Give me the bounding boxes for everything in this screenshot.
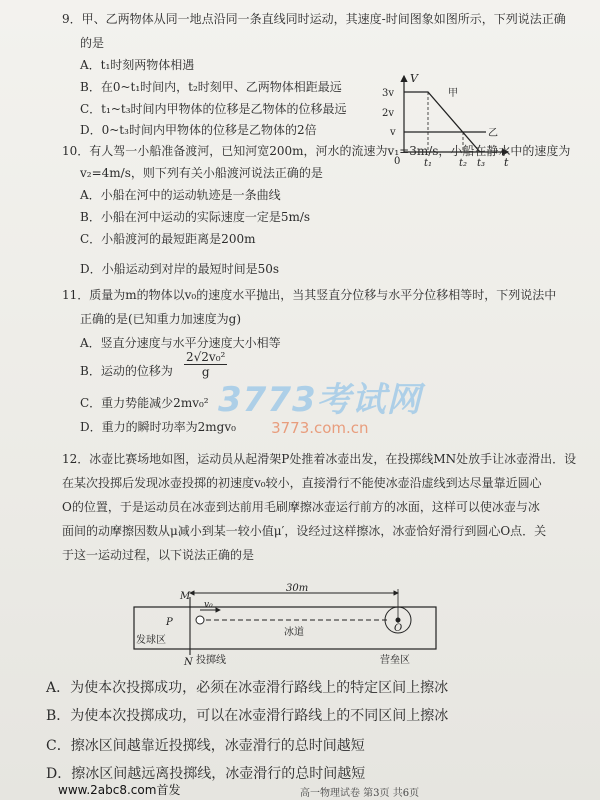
q12-option-d: D．擦冰区间越远离投掷线，冰壶滑行的总时间越短 <box>46 766 366 782</box>
jia-line <box>404 92 480 152</box>
t1-label: t₁ <box>424 158 433 169</box>
t2-label: t₂ <box>459 158 468 169</box>
p-label: P <box>166 617 173 628</box>
q11-option-a: A．竖直分速度与水平分速度大小相等 <box>80 336 281 350</box>
q11-stem-line1: 11．质量为m的物体以v₀的速度水平抛出，当其竖直分位移与水平分位移相等时，下列说法中 <box>62 288 557 302</box>
m-label: M <box>180 591 191 602</box>
o-label: O <box>394 623 403 634</box>
v0-label: v₀ <box>204 600 213 610</box>
q9-option-d: D．0~t₃时间内甲物体的位移是乙物体的2倍 <box>80 123 317 137</box>
y-v-label: v <box>390 127 396 138</box>
watermark <box>218 372 422 437</box>
distance-label: 30m <box>286 583 309 594</box>
n-label: N <box>184 657 193 668</box>
q10-stem-line1: 10．有人驾一小船准备渡河，已知河宽200m，河水的流速为v₁=3m/s，小船在静水中的速度为 <box>62 144 571 158</box>
watermark-url: 3773.com.cn <box>271 419 369 437</box>
q10-option-d: D．小船运动到对岸的最短时间是50s <box>80 262 280 276</box>
y-2v-label: 2v <box>382 108 395 119</box>
curling-stone <box>196 616 204 624</box>
q12-stem-line2: 在某次投掷后发现冰壶投掷的初速度v₀较小，直接滑行不能使冰壶沿虚线到达尽量靠近圆心 <box>62 476 542 490</box>
q12-stem-line3: O的位置，于是运动员在冰壶到达前用毛刷摩擦冰壶运行前方的冰面，这样可以使冰壶与冰 <box>62 500 540 514</box>
q9-stem-line2: 的是 <box>80 36 105 50</box>
q12-option-a: A．为使本次投掷成功，必须在冰壶滑行路线上的特定区间上擦冰 <box>46 680 449 696</box>
watermark-brand: 3773考试网 <box>218 380 422 420</box>
base-zone-label: 营垒区 <box>380 655 410 666</box>
q9-option-c: C．t₁~t₃时间内甲物体的位移是乙物体的位移最远 <box>80 102 347 116</box>
origin-label: 0 <box>394 156 401 167</box>
footer-page-number: 高一物理试卷 第3页 共6页 <box>300 788 420 799</box>
q10-stem-line2: v₂=4m/s，则下列有关小船渡河说法正确的是 <box>80 166 323 180</box>
q11-option-c: C．重力势能减少2mv₀² <box>80 396 209 410</box>
yi-label: 乙 <box>488 128 498 139</box>
jia-label: 甲 <box>448 88 458 99</box>
q12-stem-line5: 于这一运动过程，以下说法正确的是 <box>62 548 255 562</box>
fraction-numerator: 2√2v₀² <box>186 350 226 364</box>
q12-option-c: C．擦冰区间越靠近投掷线，冰壶滑行的总时间越短 <box>46 738 365 754</box>
fraction-denominator: g <box>201 365 210 379</box>
t-axis-label: t <box>504 156 509 169</box>
center-o <box>396 618 401 623</box>
t3-label: t₃ <box>477 158 486 169</box>
q9-option-b: B．在0~t₁时间内，t₂时刻甲、乙两物体相距最远 <box>80 80 342 94</box>
throw-line-label: 投掷线 <box>196 655 226 666</box>
q9-option-a: A．t₁时刻两物体相遇 <box>80 58 195 72</box>
q10-option-c: C．小船渡河的最短距离是200m <box>80 232 256 246</box>
v-axis-label: V <box>410 72 418 85</box>
q10-option-a: A．小船在河中的运动轨迹是一条曲线 <box>80 188 281 202</box>
y-3v-label: 3v <box>382 88 395 99</box>
q11-option-b-prefix: B．运动的位移为 <box>80 364 173 378</box>
q12-stem-line4: 面间的动摩擦因数从μ减小到某一较小值μ′，设经过这样擦冰，冰壶恰好滑行到圆心O点．关 <box>62 524 547 538</box>
footer-site: www.2abc8.com首发 <box>58 783 181 797</box>
q11-stem-line2: 正确的是(已知重力加速度为g) <box>80 312 242 326</box>
ice-lane-label: 冰道 <box>284 627 304 638</box>
q12-option-b: B．为使本次投掷成功，可以在冰壶滑行路线上的不同区间上擦冰 <box>46 708 449 724</box>
start-zone-label: 发球区 <box>136 635 166 646</box>
q9-stem-line1: 9．甲、乙两物体从同一地点沿同一条直线同时运动，其速度-时间图象如图所示，下列说法正确 <box>62 12 566 26</box>
curling-diagram <box>120 583 442 669</box>
q10-option-b: B．小船在河中运动的实际速度一定是5m/s <box>80 210 311 224</box>
q11-option-d: D．重力的瞬时功率为2mgv₀ <box>80 420 236 434</box>
q12-stem-line1: 12．冰壶比赛场地如图，运动员从起滑架P处推着冰壶出发，在投掷线MN处放手让冰壶滑出．设 <box>62 452 577 466</box>
